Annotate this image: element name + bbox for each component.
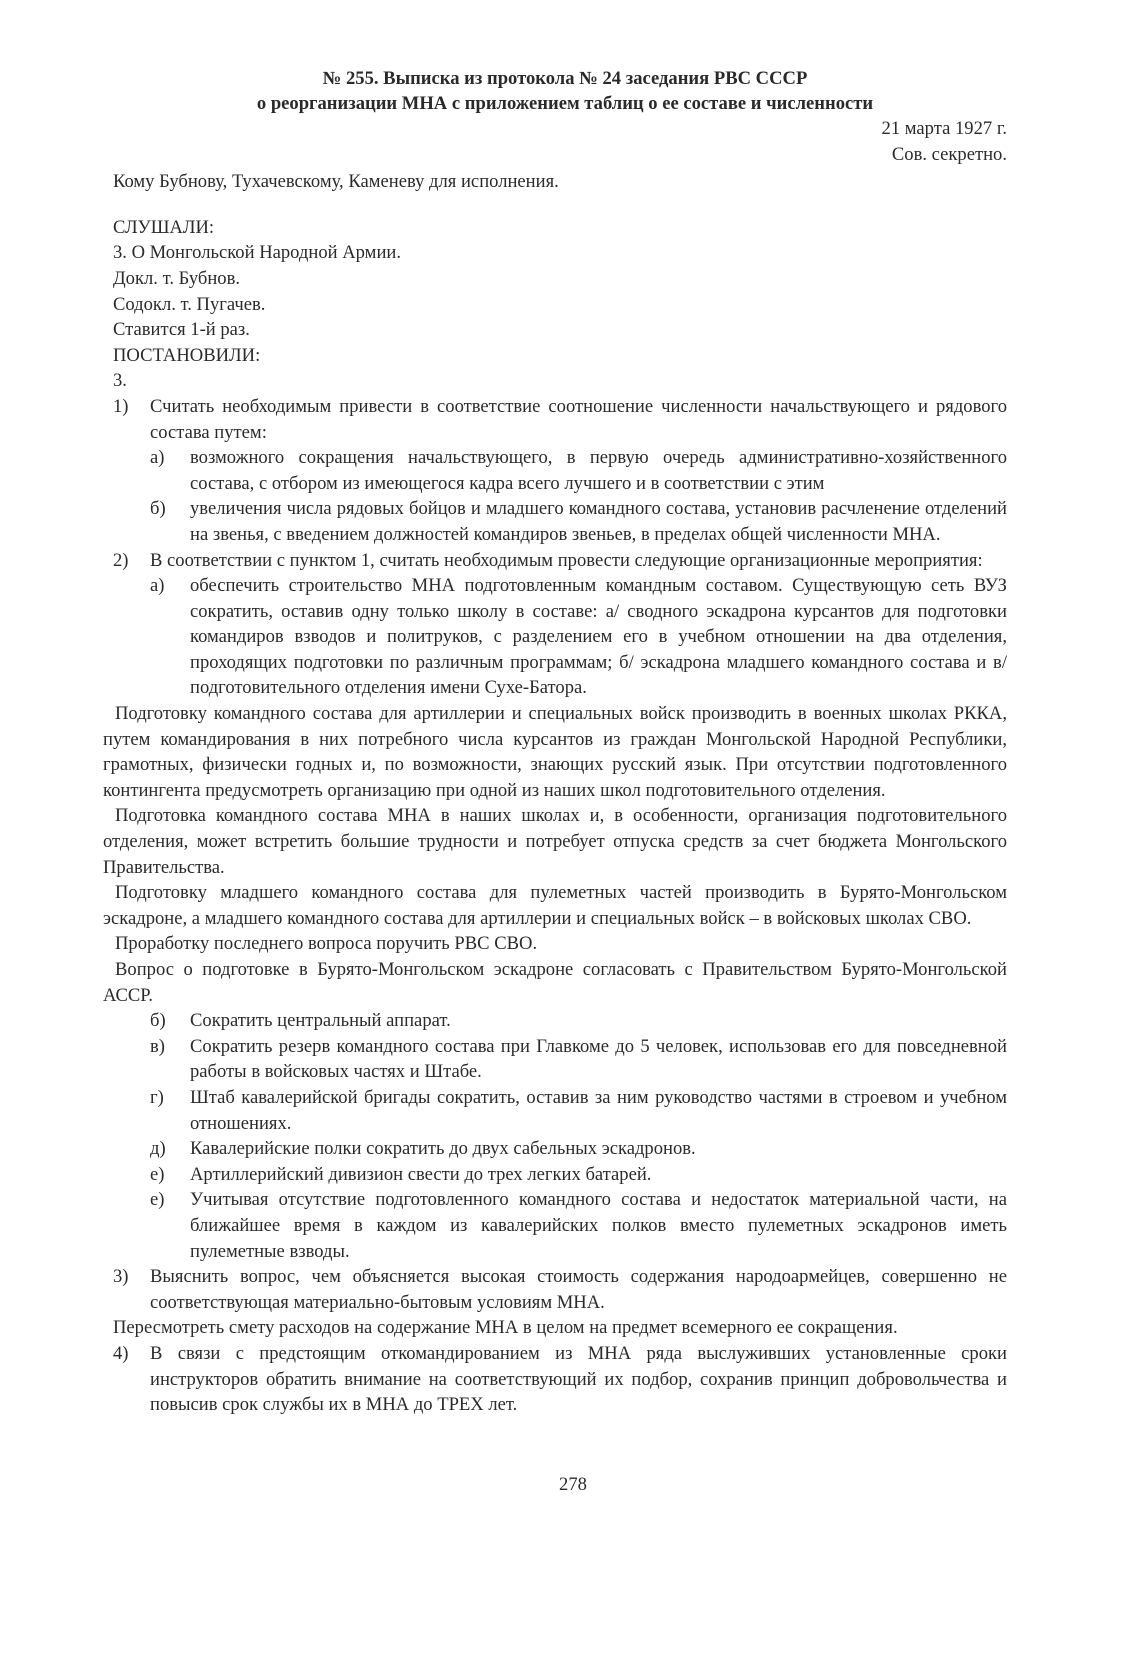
item-text: возможного сокращения начальствующего, в первую очередь административно-хозяйственного состава, с отбором из имеющегося кадра всего лучшего и в соответствии с этим bbox=[190, 447, 1007, 494]
resolution-subitem bbox=[103, 1187, 1007, 1264]
resolution-subitem bbox=[103, 1008, 1007, 1034]
document-page bbox=[103, 66, 1007, 1418]
document-subtitle: о реорганизации МНА с приложением таблиц о ее составе и численности bbox=[256, 93, 874, 114]
resolution-subitem bbox=[103, 445, 1007, 496]
item-number: г) bbox=[150, 1086, 164, 1108]
item-number: 3) bbox=[113, 1266, 129, 1288]
item-number: 1) bbox=[113, 395, 129, 417]
resolution-item bbox=[103, 394, 1007, 445]
item-text: Штаб кавалерийской бригады сократить, оставив за ним руководство частями в строевом и учебном отношениях. bbox=[190, 1086, 1007, 1134]
item-number: 4) bbox=[113, 1342, 129, 1364]
paragraph: Пересмотреть смету расходов на содержание МНА в целом на предмет всемерного ее сокращения. bbox=[113, 1317, 898, 1339]
heard-line: Ставится 1-й раз. bbox=[113, 319, 250, 341]
paragraph: Проработку последнего вопроса поручить РВС СВО. bbox=[115, 933, 538, 955]
heard-line: 3. О Монгольской Народной Армии. bbox=[113, 242, 402, 264]
item-number: б) bbox=[150, 1010, 166, 1032]
resolved-label: ПОСТАНОВИЛИ: bbox=[113, 344, 261, 366]
classification: Сов. секретно. bbox=[891, 143, 1007, 165]
document-date: 21 марта 1927 г. bbox=[881, 118, 1007, 139]
item-number: е) bbox=[150, 1163, 165, 1185]
resolved-number: 3. bbox=[113, 370, 127, 392]
item-text: Считать необходимым привести в соответствие соотношение численности начальствующего и рядового состава путем: bbox=[150, 395, 1007, 443]
heard-label: СЛУШАЛИ: bbox=[113, 216, 215, 238]
paragraph: Подготовка командного состава МНА в наших школах и, в особенности, организация подготовительного отделения, может встретить большие трудности и потребует отпуска средств за счет бюджета Монгольского Правительства. bbox=[103, 805, 1007, 878]
page-number: 278 bbox=[559, 1474, 587, 1495]
item-text: Сократить центральный аппарат. bbox=[190, 1010, 451, 1032]
item-text: Выяснить вопрос, чем объясняется высокая стоимость содержания народоармейцев, совершенно не соответствующая материально-бытовым условиям МНА. bbox=[150, 1266, 1007, 1313]
item-text: В связи с предстоящим откомандированием из МНА ряда выслуживших установленные сроки инструкторов обратить внимание на соответствующий их подбор, сохранив принцип добровольчества и повысив срок службы их в МНА до ТРЕХ лет. bbox=[150, 1342, 1007, 1416]
heard-line: Содокл. т. Пугачев. bbox=[113, 293, 266, 315]
item-text: Учитывая отсутствие подготовленного командного состава и недостаток материальной части, на ближайшее время в каждом из кавалерийских полков вместо пулеметных эскадронов иметь пулеметные взводы. bbox=[190, 1189, 1007, 1262]
item-text: Артиллерийский дивизион свести до трех легких батарей. bbox=[190, 1163, 652, 1185]
item-text: обеспечить строительство МНА подготовленным командным составом. Существующую сеть ВУЗ сократить, оставив одну только школу в составе: а/ сводного эскадрона курсантов для подготовки командиров взводов и политруков, с разделением его в учебном отношении на два отделения, проходящих подготовки по различным программам; б/ эскадрона младшего командного состава и в/ подготовительного отделения имени Сухе-Батора. bbox=[190, 575, 1007, 699]
resolution-subitem bbox=[103, 1085, 1007, 1136]
resolution-subitem bbox=[103, 1034, 1007, 1085]
resolution-item bbox=[103, 548, 1007, 574]
item-text: Кавалерийские полки сократить до двух сабельных эскадронов. bbox=[190, 1138, 696, 1160]
item-number: б) bbox=[150, 498, 166, 520]
resolution-item bbox=[103, 1264, 1007, 1315]
resolution-item bbox=[103, 1341, 1007, 1418]
item-text: Сократить резерв командного состава при Главкоме до 5 человек, использовав его для повседневной работы в войсковых частях и Штабе. bbox=[190, 1035, 1007, 1083]
item-number: а) bbox=[150, 447, 165, 469]
item-text: увеличения числа рядовых бойцов и младшего командного состава, установив расчленение отделений на звенья, с введением должностей командиров звеньев, в пределах общей численности МНА. bbox=[190, 498, 1007, 545]
item-text: В соответствии с пунктом 1, считать необходимым провести следующие организационные мероприятия: bbox=[150, 549, 983, 571]
item-number: 2) bbox=[113, 549, 129, 571]
item-number: д) bbox=[150, 1138, 166, 1160]
resolution-subitem bbox=[103, 1162, 1007, 1188]
resolution-subitem bbox=[103, 1136, 1007, 1162]
paragraph: Вопрос о подготовке в Бурято-Монгольском эскадроне согласовать с Правительством Бурято-Монгольской АССР. bbox=[103, 959, 1007, 1006]
addressees: Кому Бубнову, Тухачевскому, Каменеву для исполнения. bbox=[113, 171, 559, 193]
item-number: в) bbox=[150, 1035, 165, 1057]
item-number: а) bbox=[150, 575, 165, 597]
item-number: е) bbox=[150, 1189, 165, 1211]
resolution-subitem bbox=[103, 496, 1007, 547]
resolution-subitem bbox=[103, 573, 1007, 701]
paragraph: Подготовку младшего командного состава для пулеметных частей производить в Бурято-Монгольском эскадроне, а младшего командного состава для артиллерии и специальных войск – в войсковых школах СВО. bbox=[103, 882, 1007, 929]
document-title: № 255. Выписка из протокола № 24 заседания РВС СССР bbox=[322, 68, 808, 89]
paragraph: Подготовку командного состава для артиллерии и специальных войск производить в военных школах РККА, путем командирования в них потребного числа курсантов из граждан Монгольской Народной Республики, грамотных, физически годных и, по возможности, знающих русский язык. При отсутствии подготовленного контингента предусмотреть организацию при одной из наших школ подготовительного отделения. bbox=[103, 703, 1007, 801]
heard-line: Докл. т. Бубнов. bbox=[113, 267, 241, 289]
